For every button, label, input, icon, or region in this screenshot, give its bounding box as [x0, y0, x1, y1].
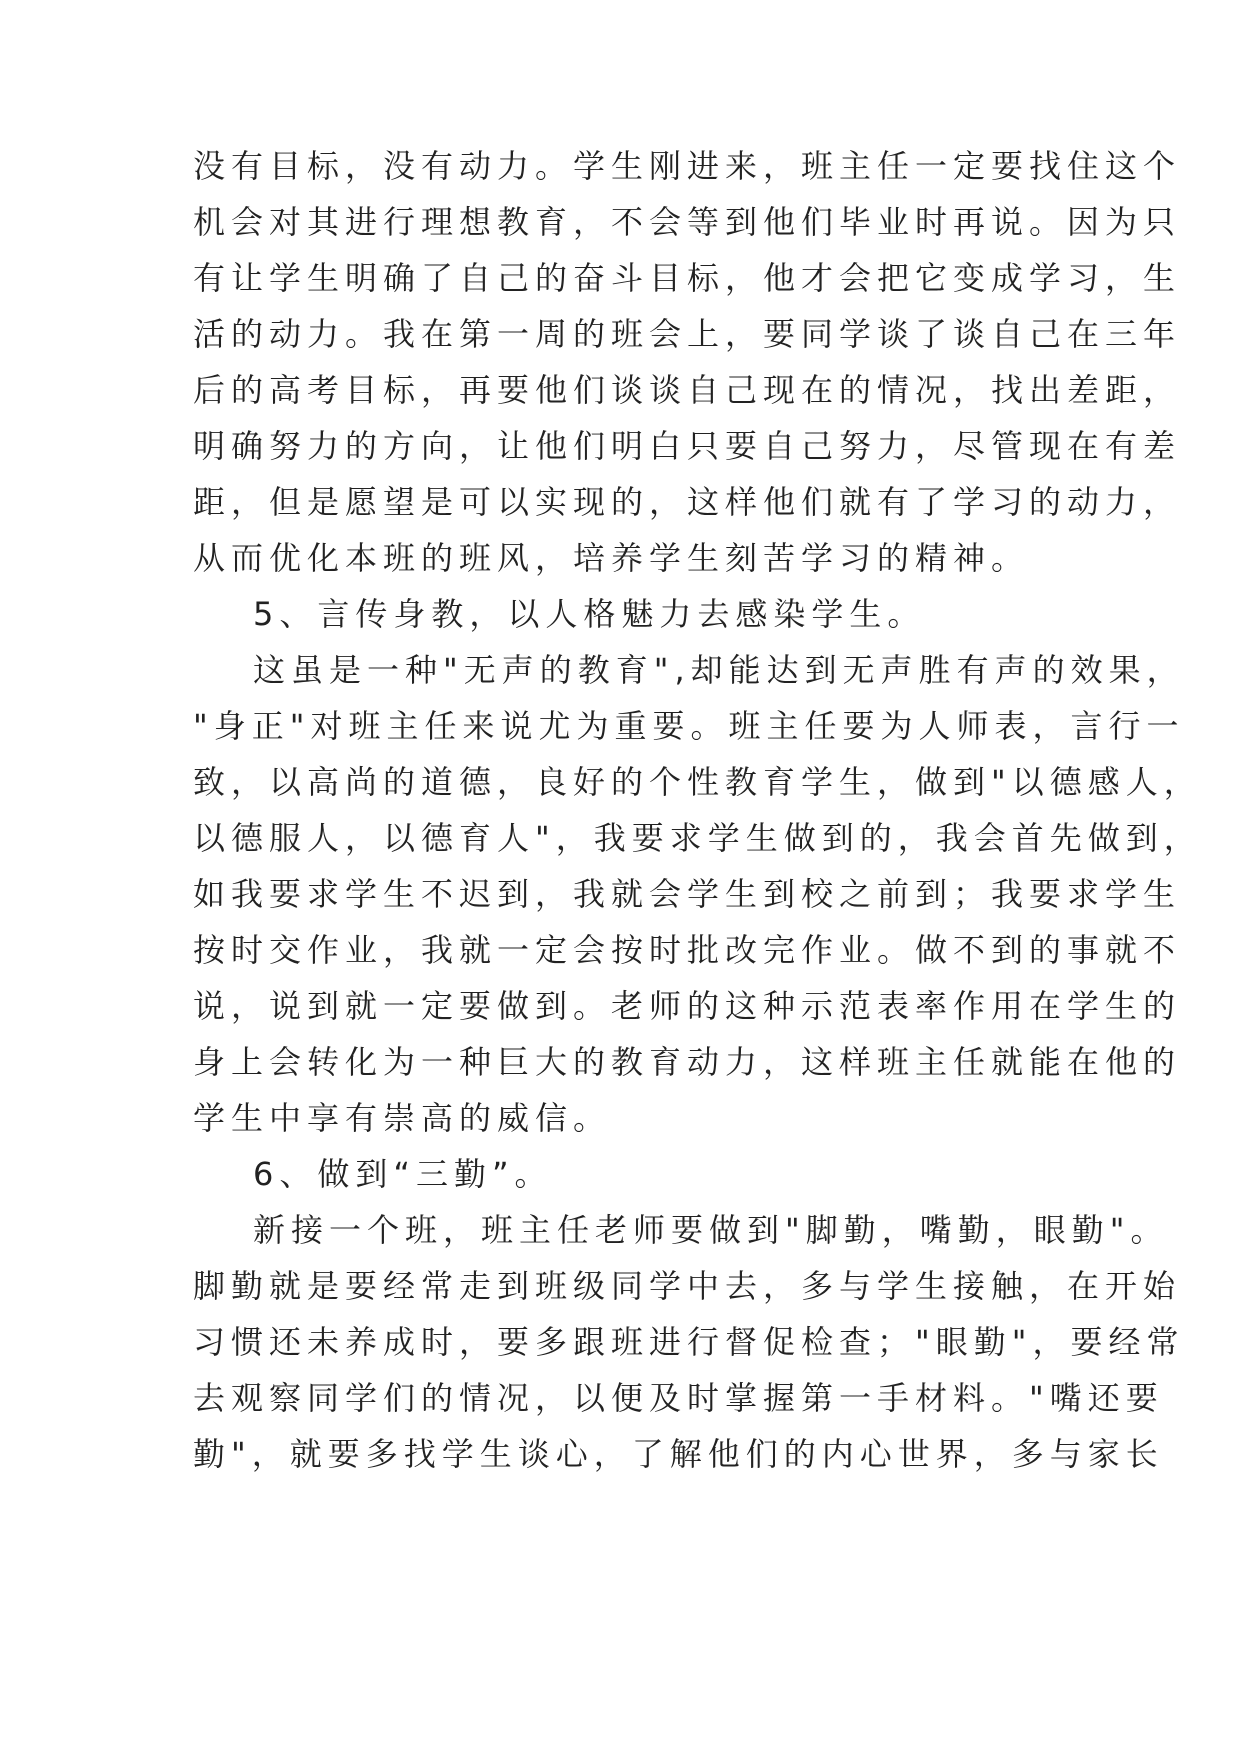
text-line: 新接一个班，班主任老师要做到"脚勤，嘴勤，眼勤"。	[253, 1211, 1169, 1249]
section-heading: 5、言传身教，以人格魅力去感染学生。	[253, 595, 926, 633]
text-line: 按时交作业，我就一定会按时批改完作业。做不到的事就不	[193, 931, 1182, 969]
text-line: 如我要求学生不迟到，我就会学生到校之前到；我要求学生	[193, 875, 1182, 913]
text-line: 活的动力。我在第一周的班会上，要同学谈了谈自己在三年	[193, 315, 1182, 353]
text-line: 习惯还未养成时，要多跟班进行督促检查；"眼勤"，要经常	[193, 1323, 1185, 1361]
text-line: 去观察同学们的情况，以便及时掌握第一手材料。"嘴还要	[193, 1379, 1164, 1417]
text-line: 有让学生明确了自己的奋斗目标，他才会把它变成学习，生	[193, 259, 1182, 297]
text-line: 这虽是一种"无声的教育",却能达到无声胜有声的效果，	[253, 651, 1185, 689]
text-line: 说，说到就一定要做到。老师的这种示范表率作用在学生的	[193, 987, 1182, 1025]
text-line: 以德服人，以德育人"，我要求学生做到的，我会首先做到，	[193, 819, 1202, 857]
text-line: 身上会转化为一种巨大的教育动力，这样班主任就能在他的	[193, 1043, 1182, 1081]
text-line: 从而优化本班的班风，培养学生刻苦学习的精神。	[193, 539, 1030, 577]
text-line: 没有目标，没有动力。学生刚进来，班主任一定要找住这个	[193, 147, 1182, 185]
text-line: 机会对其进行理想教育，不会等到他们毕业时再说。因为只	[193, 203, 1182, 241]
text-line: 学生中享有崇高的威信。	[193, 1099, 612, 1137]
text-line: 明确努力的方向，让他们明白只要自己努力，尽管现在有差	[193, 427, 1182, 465]
text-line: 致，以高尚的道德，良好的个性教育学生，做到"以德感人，	[193, 763, 1202, 801]
text-line: "身正"对班主任来说尤为重要。班主任要为人师表，言行一	[193, 707, 1185, 745]
text-line: 距，但是愿望是可以实现的，这样他们就有了学习的动力，	[193, 483, 1182, 521]
section-heading: 6、做到“三勤”。	[253, 1155, 553, 1193]
text-line: 勤"，就要多找学生谈心，了解他们的内心世界，多与家长	[193, 1435, 1164, 1473]
text-line: 后的高考目标，再要他们谈谈自己现在的情况，找出差距，	[193, 371, 1182, 409]
text-line: 脚勤就是要经常走到班级同学中去，多与学生接触，在开始	[193, 1267, 1182, 1305]
